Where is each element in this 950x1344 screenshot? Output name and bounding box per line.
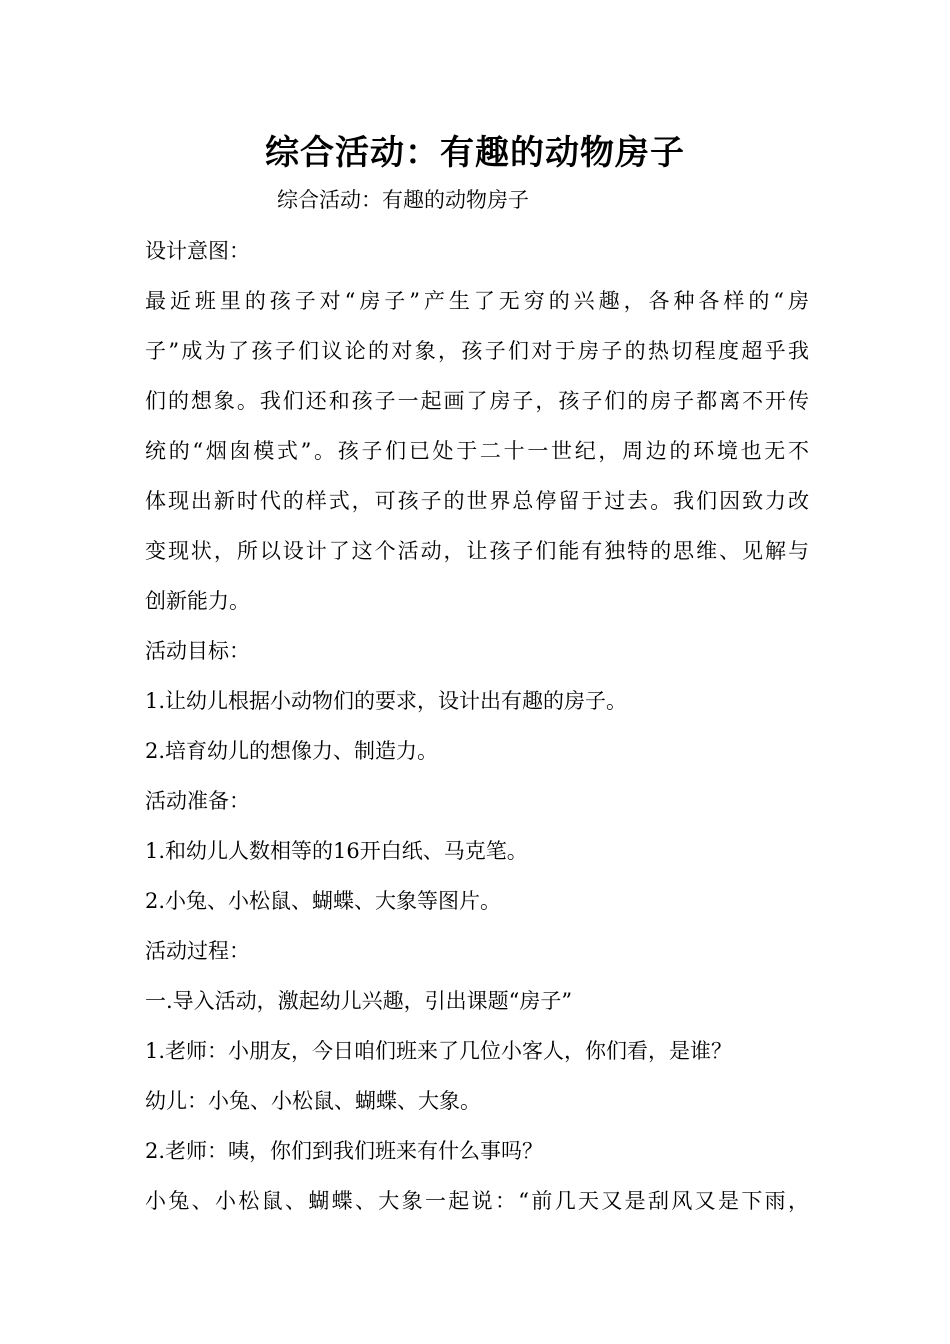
paragraph-line: 子”成为了孩子们议论的对象，孩子们对于房子的热切程度超乎我	[145, 339, 809, 363]
document-subtitle: 综合活动：有趣的动物房子	[277, 188, 529, 212]
section-heading-preparation: 活动准备：	[145, 789, 250, 813]
document-body	[145, 234, 809, 1234]
list-item: 2.小兔、小松鼠、蝴蝶、大象等图片。	[145, 889, 502, 913]
paragraph-line: 们的想象。我们还和孩子一起画了房子，孩子们的房子都离不开传	[145, 389, 809, 413]
section-heading-goals: 活动目标：	[145, 639, 250, 663]
dialogue-line: 1.老师：小朋友，今日咱们班来了几位小客人，你们看，是谁？	[145, 1039, 733, 1063]
document-title: 综合活动：有趣的动物房子	[265, 133, 685, 173]
list-item: 2.培育幼儿的想像力、制造力。	[145, 739, 439, 763]
process-step-heading: 一.导入活动，激起幼儿兴趣，引出课题“房子”	[145, 989, 573, 1013]
paragraph-line: 变现状，所以设计了这个活动，让孩子们能有独特的思维、见解与	[145, 539, 809, 563]
list-item: 1.让幼儿根据小动物们的要求，设计出有趣的房子。	[145, 689, 628, 713]
section-heading-process: 活动过程：	[145, 939, 250, 963]
paragraph-line: 统的“烟囱模式”。孩子们已处于二十一世纪，周边的环境也无不	[145, 439, 809, 463]
dialogue-line: 小兔、小松鼠、蝴蝶、大象一起说：“前几天又是刮风又是下雨，	[145, 1189, 809, 1213]
paragraph-line: 体现出新时代的样式，可孩子的世界总停留于过去。我们因致力改	[145, 489, 809, 513]
paragraph-line: 创新能力。	[145, 589, 250, 613]
paragraph-line: 最近班里的孩子对“房子”产生了无穷的兴趣，各种各样的“房	[145, 289, 809, 313]
dialogue-line: 2.老师：咦，你们到我们班来有什么事吗？	[145, 1139, 544, 1163]
dialogue-line: 幼儿：小兔、小松鼠、蝴蝶、大象。	[145, 1089, 481, 1113]
section-heading-design-intent: 设计意图：	[145, 239, 250, 263]
list-item: 1.和幼儿人数相等的16开白纸、马克笔。	[145, 839, 528, 863]
